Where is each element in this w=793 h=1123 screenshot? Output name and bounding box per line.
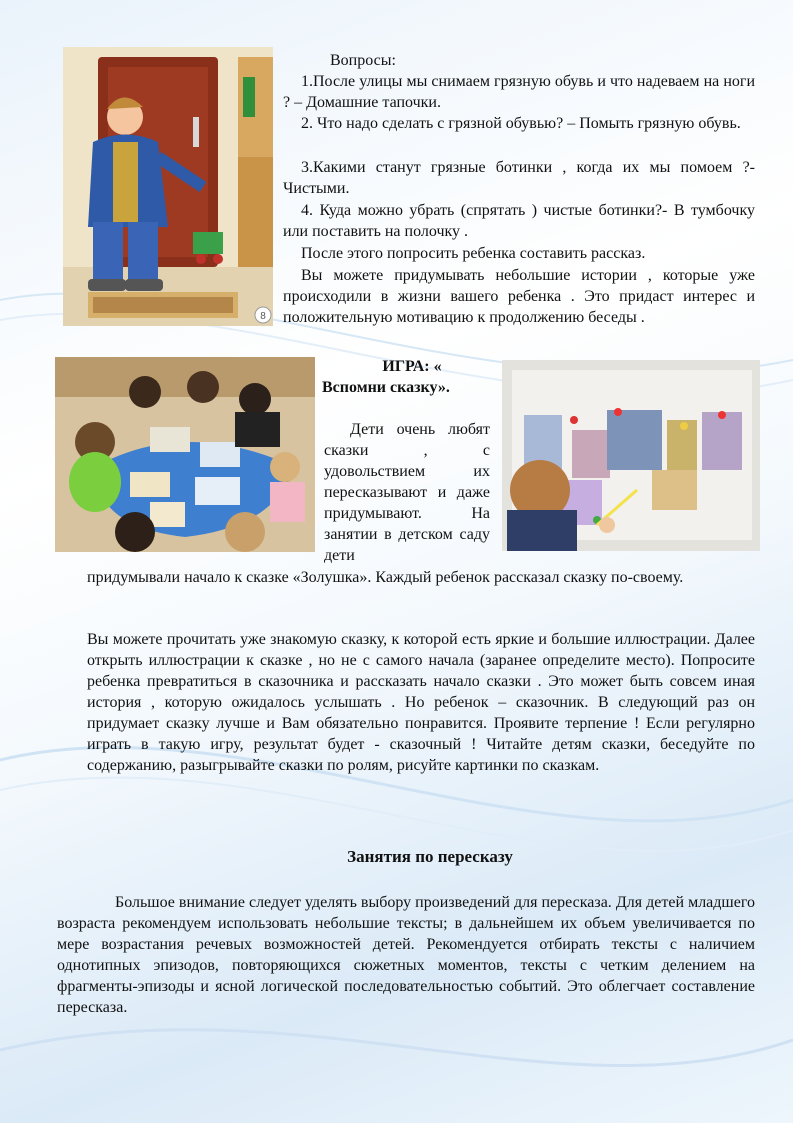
question-1: 1.После улицы мы снимаем грязную обувь и что надеваем на ноги ? – Домашние тапочки. bbox=[283, 73, 755, 111]
game-continuation-text: придумывали начало к сказке «Золушка». Каждый ребенок рассказал сказку по-своему. bbox=[87, 569, 684, 586]
game-title-line1: ИГРА: « bbox=[382, 358, 442, 375]
section-paragraph: Большое внимание следует уделять выбору произведений для пересказа. Для детей младшего возраста рекомендуем использовать небольшие тексты; в дальнейшем их объем увеличивается по мере возрастания речевых возможностей детей. Рекомендуется отбирать тексты с наличием однотипных эпизодов, повторяющихся сюжетных моментов, тексты с четким делением на фрагменты-эпизоды и ясной логической последовательностью событий. Это облегчает составление пересказа. bbox=[57, 894, 755, 1016]
body-paragraph: Вы можете прочитать уже знакомую сказку, к которой есть яркие и большие иллюстрации. Далее открыть иллюстрации к сказке , но не с самого начала (заранее определите место). Попросите ребенка превратиться в сказочника и рассказать начало сказки . Это может быть совсем иная история , которую ожидалось услышать . Но ребенок – сказочник. В следующий раз он придумает сказку лучше и Вам обязательно понравится. Проявите терпение ! Если регулярно играть в такую игру, результат будет - сказочный ! Читайте детям сказки, беседуйте по содержанию, разыгрывайте сказки по ролям, рисуйте картинки по сказкам. bbox=[87, 631, 755, 774]
illustration-page-number: 8 bbox=[260, 311, 266, 322]
questions-title: Вопросы: bbox=[330, 52, 396, 69]
question-3: 3.Какими станут грязные ботинки , когда их мы помоем ?- Чистыми. bbox=[283, 159, 755, 197]
game-column-text: Дети очень любят сказки , с удовольствием их пересказывают и даже придумывают. На занятии в детском саду дети bbox=[324, 421, 490, 564]
game-title-line2: Вспомни сказку». bbox=[322, 379, 450, 396]
question-2: 2. Что надо сделать с грязной обувью? – Помыть грязную обувь. bbox=[301, 115, 741, 132]
invent-stories-paragraph: Вы можете придумывать небольшие истории , которые уже происходили в жизни вашего ребенка . Это придаст интерес и положительную мотивацию к продолжению беседы . bbox=[283, 267, 755, 326]
invent-stories-text bbox=[55, 265, 755, 328]
section-heading: Занятия по пересказу bbox=[347, 847, 513, 866]
compose-story-text: После этого попросить ребенка составить рассказ. bbox=[301, 245, 646, 262]
children-at-table-photo bbox=[55, 357, 315, 552]
question-4: 4. Куда можно убрать (спрятать ) чистые ботинки?- В тумбочку или поставить на полочку . bbox=[283, 202, 755, 240]
game-title bbox=[322, 356, 502, 398]
child-pointing-at-pictures-photo bbox=[502, 360, 760, 551]
